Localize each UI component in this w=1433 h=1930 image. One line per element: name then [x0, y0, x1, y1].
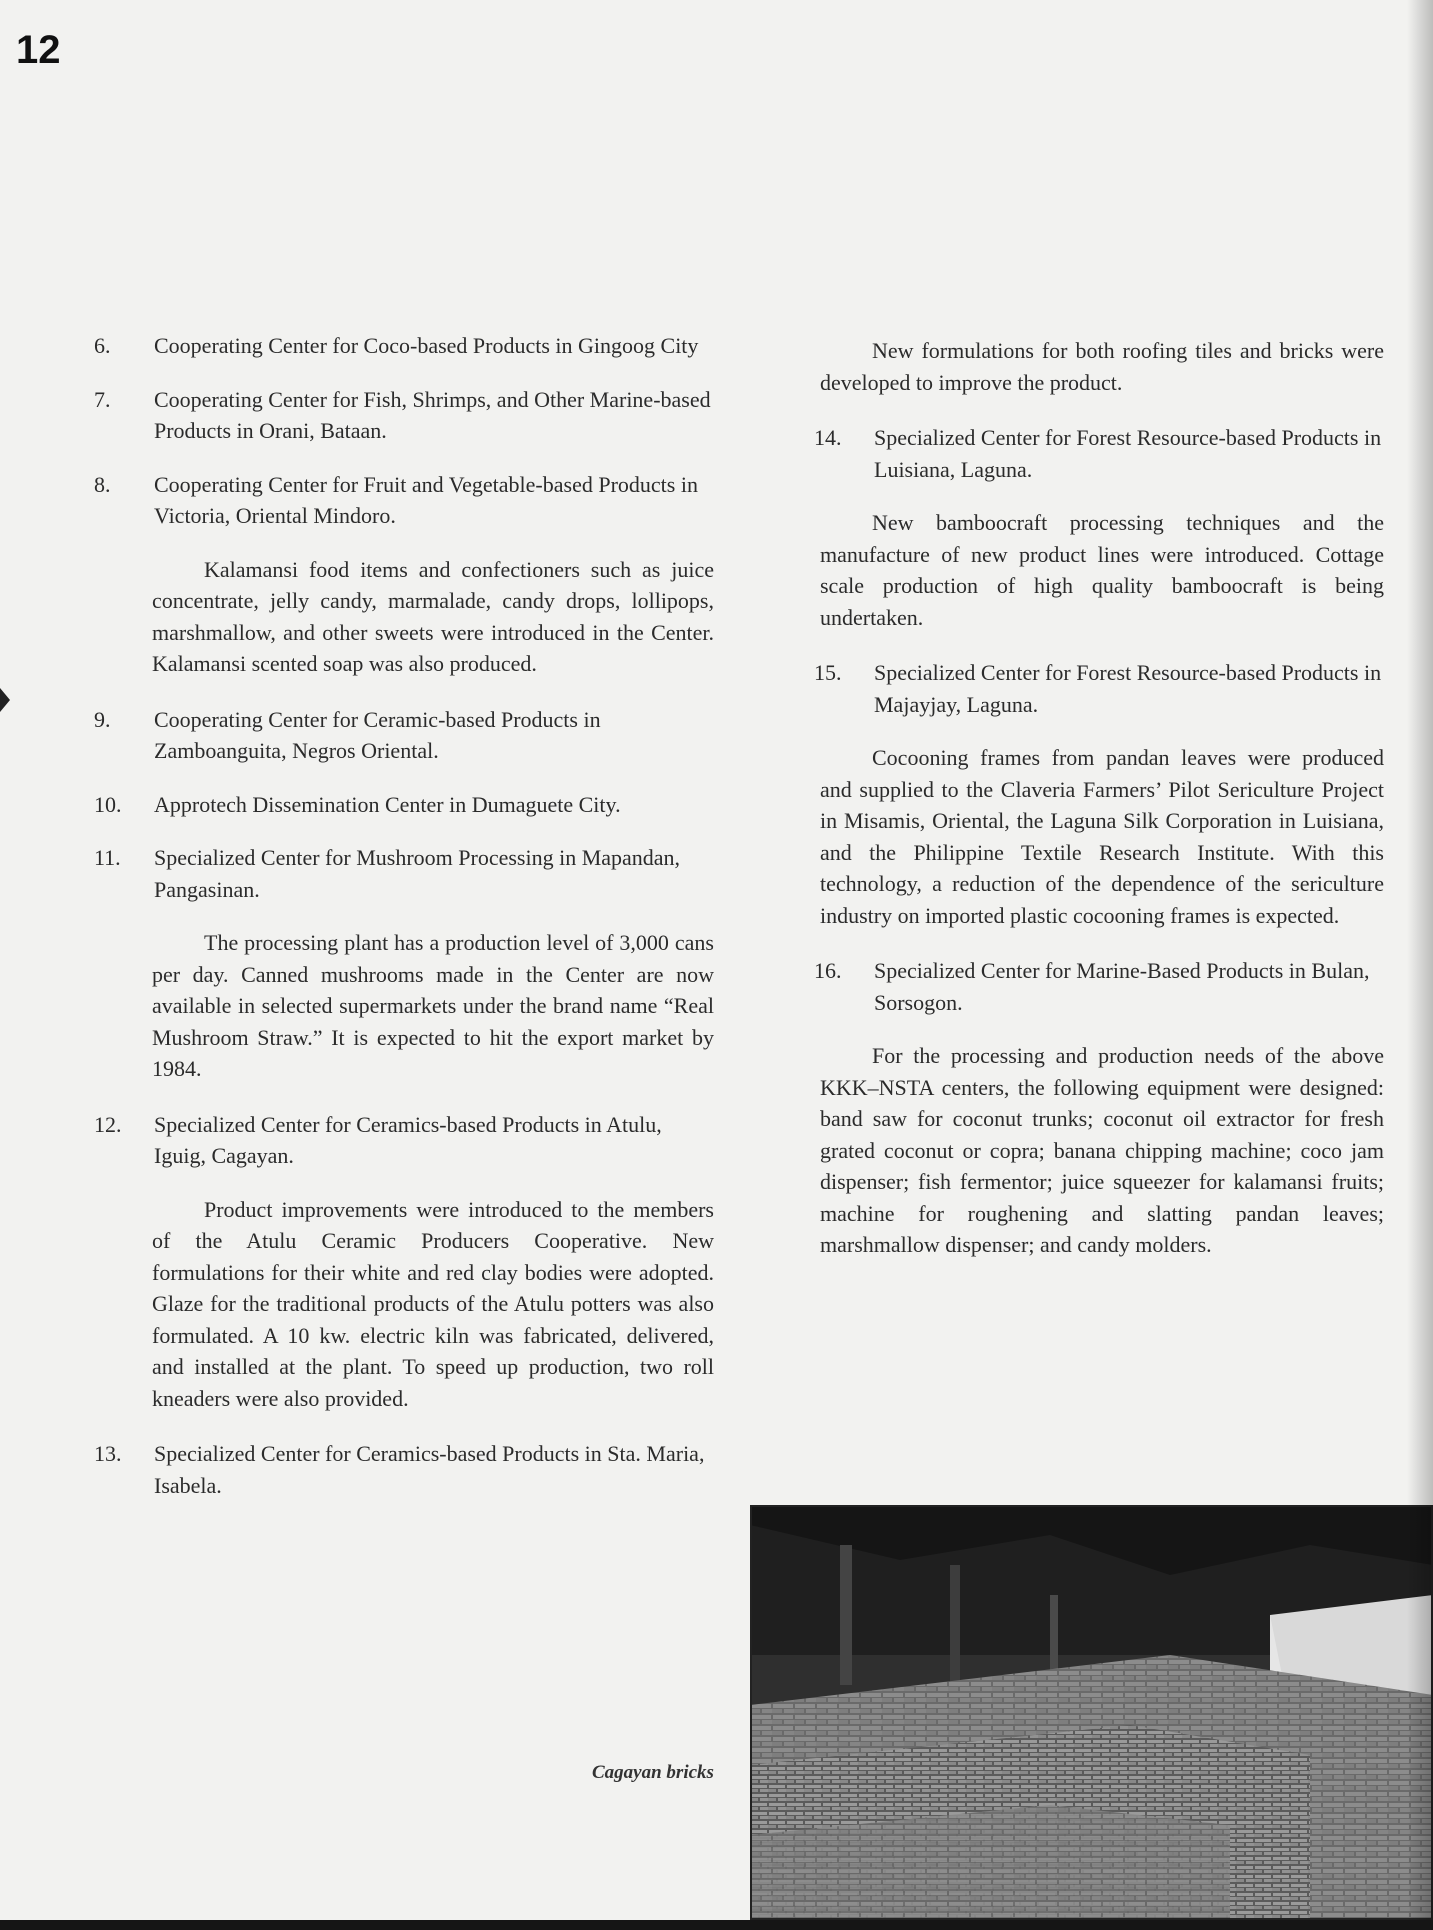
item-text: Cooperating Center for Fruit and Vegetable-based Products in Victoria, Oriental Mindoro.	[154, 471, 698, 528]
body-paragraph: Kalamansi food items and confectioners such as juice concentrate, jelly candy, marmalade, candy drops, lollipops, marshmallow, and other sweets were introduced in the Center. Kalamansi scented soap was also produced.	[152, 556, 714, 676]
body-paragraph: Cocooning frames from pandan leaves were produced and supplied to the Claveria Farmers’ Pilot Sericulture Project in Misamis, Oriental, the Laguna Silk Corporation in Luisiana, and the Philippine Textile Research Institute. With this technology, a reduction of the dependence of the sericulture industry on imported plastic cocooning frames is expected.	[820, 745, 1384, 928]
page-gutter-shadow	[1407, 0, 1433, 1930]
item-text: Cooperating Center for Coco-based Products in Gingoog City	[154, 333, 699, 358]
body-paragraph: For the processing and production needs of the above KKK–NSTA centers, the following equipment were designed: band saw for coconut trunks; coconut oil extractor for fresh grated coconut or copra; banana chipping machine; coco jam dispenser; fish fermentor; juice squeezer for kalamansi fruits; machine for roughening and slatting pandan leaves; marshmallow dispenser; and candy molders.	[820, 1043, 1384, 1257]
page-edge-marker	[0, 688, 10, 712]
item-text: Specialized Center for Ceramics-based Products in Atulu, Iguig, Cagayan.	[154, 1111, 662, 1168]
item-text: Specialized Center for Forest Resource-based Products in Majayjay, Laguna.	[874, 660, 1382, 717]
page-bottom-edge	[0, 1920, 1433, 1930]
item-number: 15.	[814, 660, 842, 685]
bricks-photo	[750, 1505, 1433, 1920]
body-paragraph: The processing plant has a production level of 3,000 cans per day. Canned mushrooms made in the Center are now available in selected supermarkets under the brand name “Real Mushroom Straw.” It is expected to hit the export market by 1984.	[152, 930, 714, 1081]
list-item	[94, 789, 714, 821]
right-column	[814, 335, 1384, 1285]
list-item	[94, 330, 714, 362]
page-number: 12	[16, 28, 61, 72]
item-text: Approtech Dissemination Center in Dumaguete City.	[154, 791, 621, 817]
item-number: 14.	[814, 425, 842, 450]
body-paragraph: New bamboocraft processing techniques and the manufacture of new product lines were introduced. Cottage scale production of high quality bamboocraft is being undertaken.	[820, 510, 1384, 630]
item-number: 12.	[94, 1111, 122, 1137]
item-number: 13.	[94, 1441, 122, 1466]
item-text: Cooperating Center for Ceramic-based Products in Zamboanguita, Negros Oriental.	[154, 706, 601, 763]
body-paragraph: New formulations for both roofing tiles and bricks were developed to improve the product.	[820, 338, 1384, 395]
item-number: 9.	[94, 706, 111, 732]
item-text: Specialized Center for Forest Resource-based Products in Luisiana, Laguna.	[874, 425, 1382, 482]
item-number: 7.	[94, 386, 111, 412]
list-item	[814, 422, 1384, 485]
list-item	[94, 1438, 714, 1501]
item-text: Cooperating Center for Fish, Shrimps, and Other Marine-based Products in Orani, Bataan.	[154, 386, 711, 443]
item-number: 6.	[94, 333, 111, 358]
list-item	[94, 704, 714, 767]
list-item	[94, 384, 714, 447]
photo-caption: Cagayan bricks	[592, 1762, 714, 1783]
bricks-photo-image	[750, 1505, 1433, 1920]
item-text: Specialized Center for Mushroom Processing in Mapandan, Pangasinan.	[154, 845, 681, 902]
list-item	[94, 1109, 714, 1172]
item-number: 11.	[94, 845, 121, 870]
left-column	[94, 330, 714, 1523]
list-item	[814, 657, 1384, 720]
item-number: 16.	[814, 958, 842, 983]
item-number: 8.	[94, 471, 111, 497]
list-item	[814, 955, 1384, 1018]
list-item	[94, 469, 714, 532]
item-text: Specialized Center for Marine-Based Products in Bulan, Sorsogon.	[874, 958, 1370, 1015]
item-number: 10.	[94, 791, 122, 817]
item-text: Specialized Center for Ceramics-based Products in Sta. Maria, Isabela.	[154, 1441, 705, 1498]
body-paragraph: Product improvements were introduced to the members of the Atulu Ceramic Producers Cooperative. New formulations for their white and red clay bodies were adopted. Glaze for the traditional products of the Atulu potters was also formulated. A 10 kw. electric kiln was fabricated, delivered, and installed at the plant. To speed up production, two roll kneaders were also provided.	[152, 1196, 714, 1411]
list-item	[94, 842, 714, 905]
